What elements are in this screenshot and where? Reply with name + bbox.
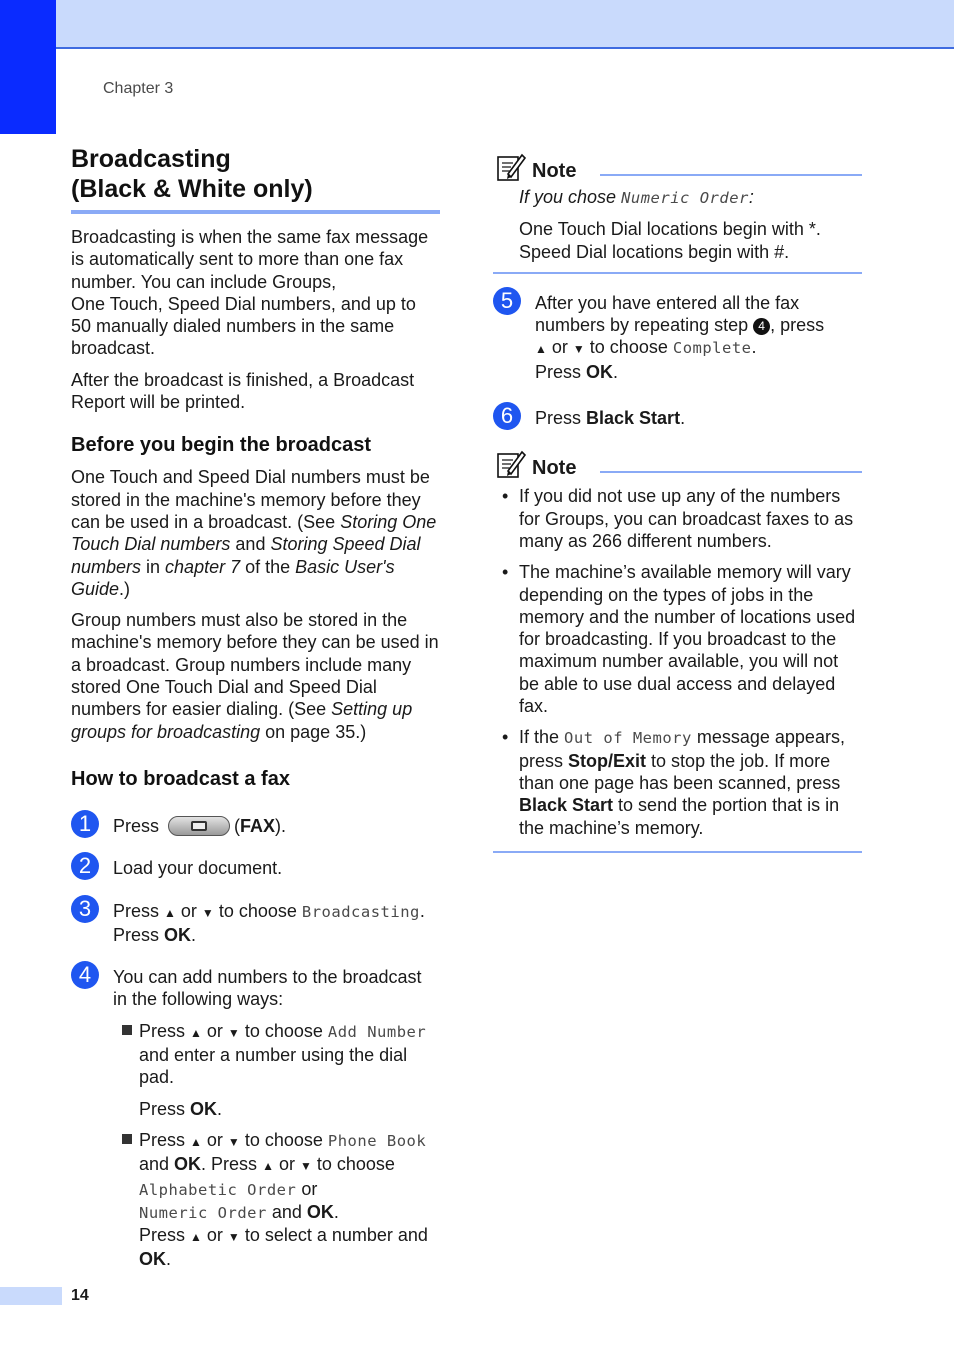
note-bullet-2: • The machine’s available memory will vary depending on the types of jobs in the memory and the number of locations used for broadcasting. If you broadcast to the maximum number available, you will not be able to use dual access and delayed fax. [502,562,856,717]
key-black-start: Black Start [586,408,681,429]
before-paragraph-1: One Touch and Speed Dial numbers must be stored in the machine's memory before they can be used in a broadcast. (See Storing One Touch Dial numbers and Storing Speed Dial numbers in chapter 7 of the Basic User's Guide.) [71,467,437,599]
heading-before-broadcast: Before you begin the broadcast [71,434,372,457]
menu-numeric-order: Numeric Order [621,189,749,207]
key-stop-exit: Stop/Exit [568,750,647,771]
note-2-list [493,479,862,838]
step-number-4: 4 [71,961,99,989]
step-4 [71,962,440,1011]
note-end-rule [493,272,862,274]
note-header-2 [493,447,862,479]
menu-broadcasting: Broadcasting [301,902,420,921]
menu-out-of-memory: Out of Memory [564,729,692,748]
page-number: 14 [71,1287,89,1304]
note-pad-icon [496,152,526,182]
down-arrow-icon: ▼ [201,905,214,920]
step-number-6: 6 [493,402,521,430]
before-paragraph-2: Group numbers must also be stored in the machine's memory before they can be used in a broadcast. Group numbers include many stored One Touch Dial and Speed Dial numbers for easier dialing. (See Setting up groups for broadcasting on page 35.) [71,610,439,742]
menu-alphabetic-order: Alphabetic Order [139,1180,297,1199]
footer-bar [0,1287,62,1305]
intro-paragraph [71,226,440,360]
note-pad-icon [496,449,526,479]
step-3: 3 Press ▲ or ▼ to choose Broadcasting. Press OK. [71,900,440,947]
step-number-2: 2 [71,852,99,880]
chapter-label: Chapter 3 [103,80,174,97]
left-column [71,144,440,1271]
note-body: If you chose Numeric Order: One Touch Dial locations begin with *. Speed Dial locations begin with #. [519,187,821,262]
up-arrow-icon: ▲ [164,905,176,920]
right-column [493,150,862,853]
note-title: Note [532,160,577,182]
section-title-line1: Broadcasting [71,145,231,173]
step-number-1: 1 [71,810,99,838]
note-rule [600,174,862,176]
chapter-tab [0,0,56,134]
intro-text-2: One Touch, Speed Dial numbers, and up to 50 manually dialed numbers in the same broadcast. [71,293,416,359]
section-title [71,144,440,204]
step-reference-icon: 4 [753,318,770,335]
step-5: 5 After you have entered all the fax numbers by repeating step 4 , press ▲ or ▼ to choose Complete. Press OK. [493,292,862,383]
key-black-start-2: Black Start [519,795,614,816]
note-end-rule-2 [493,851,862,853]
header-band [56,0,954,49]
title-rule [71,210,440,214]
step-1: 1 Press (FAX). [71,815,440,837]
intro-paragraph-2: After the broadcast is finished, a Broadcast Report will be printed. [71,369,415,413]
step-number-5: 5 [493,287,521,315]
heading-how-to-broadcast: How to broadcast a fax [71,767,290,790]
step-2-text: Load your document. [113,858,283,879]
menu-phone-book: Phone Book [327,1131,427,1150]
note-bullet-1: • If you did not use up any of the numbers for Groups, you can broadcast faxes to as many as 266 different numbers. [502,486,854,551]
fax-button-icon [168,816,230,836]
note-title-2: Note [532,457,577,480]
note-header [493,150,862,182]
square-bullet [122,1025,132,1035]
section-title-line2: (Black & White only) [71,175,313,203]
note-bullet-3: • If the Out of Memory message appears, press Stop/Exit to stop the job. If more than one page has been scanned, press Black Start to send the portion that is in the machine’s memory. [502,727,845,838]
step-number-3: 3 [71,895,99,923]
step-4-text: You can add numbers to the broadcast in the following ways: [113,967,422,1010]
step-2 [71,853,440,879]
menu-complete: Complete [672,339,752,358]
option-phone-book: Press ▲ or ▼ to choose Phone Book and OK. Press ▲ or ▼ to choose Alphabetic Order or Numeric Order and OK. Press ▲ or ▼ to select a number and OK. [71,1129,440,1271]
square-bullet [122,1134,132,1144]
menu-add-number: Add Number [327,1022,427,1041]
note-rule-2 [600,471,862,473]
intro-text-1: Broadcasting is when the same fax message is automatically sent to more than one fax number. You can include Groups, [71,227,429,292]
option-add-number: Press ▲ or ▼ to choose Add Number and enter a number using the dial pad. Press OK. [71,1020,440,1120]
menu-numeric-order: Numeric Order [139,1203,267,1222]
step-6: 6 Press Black Start. [493,407,862,429]
